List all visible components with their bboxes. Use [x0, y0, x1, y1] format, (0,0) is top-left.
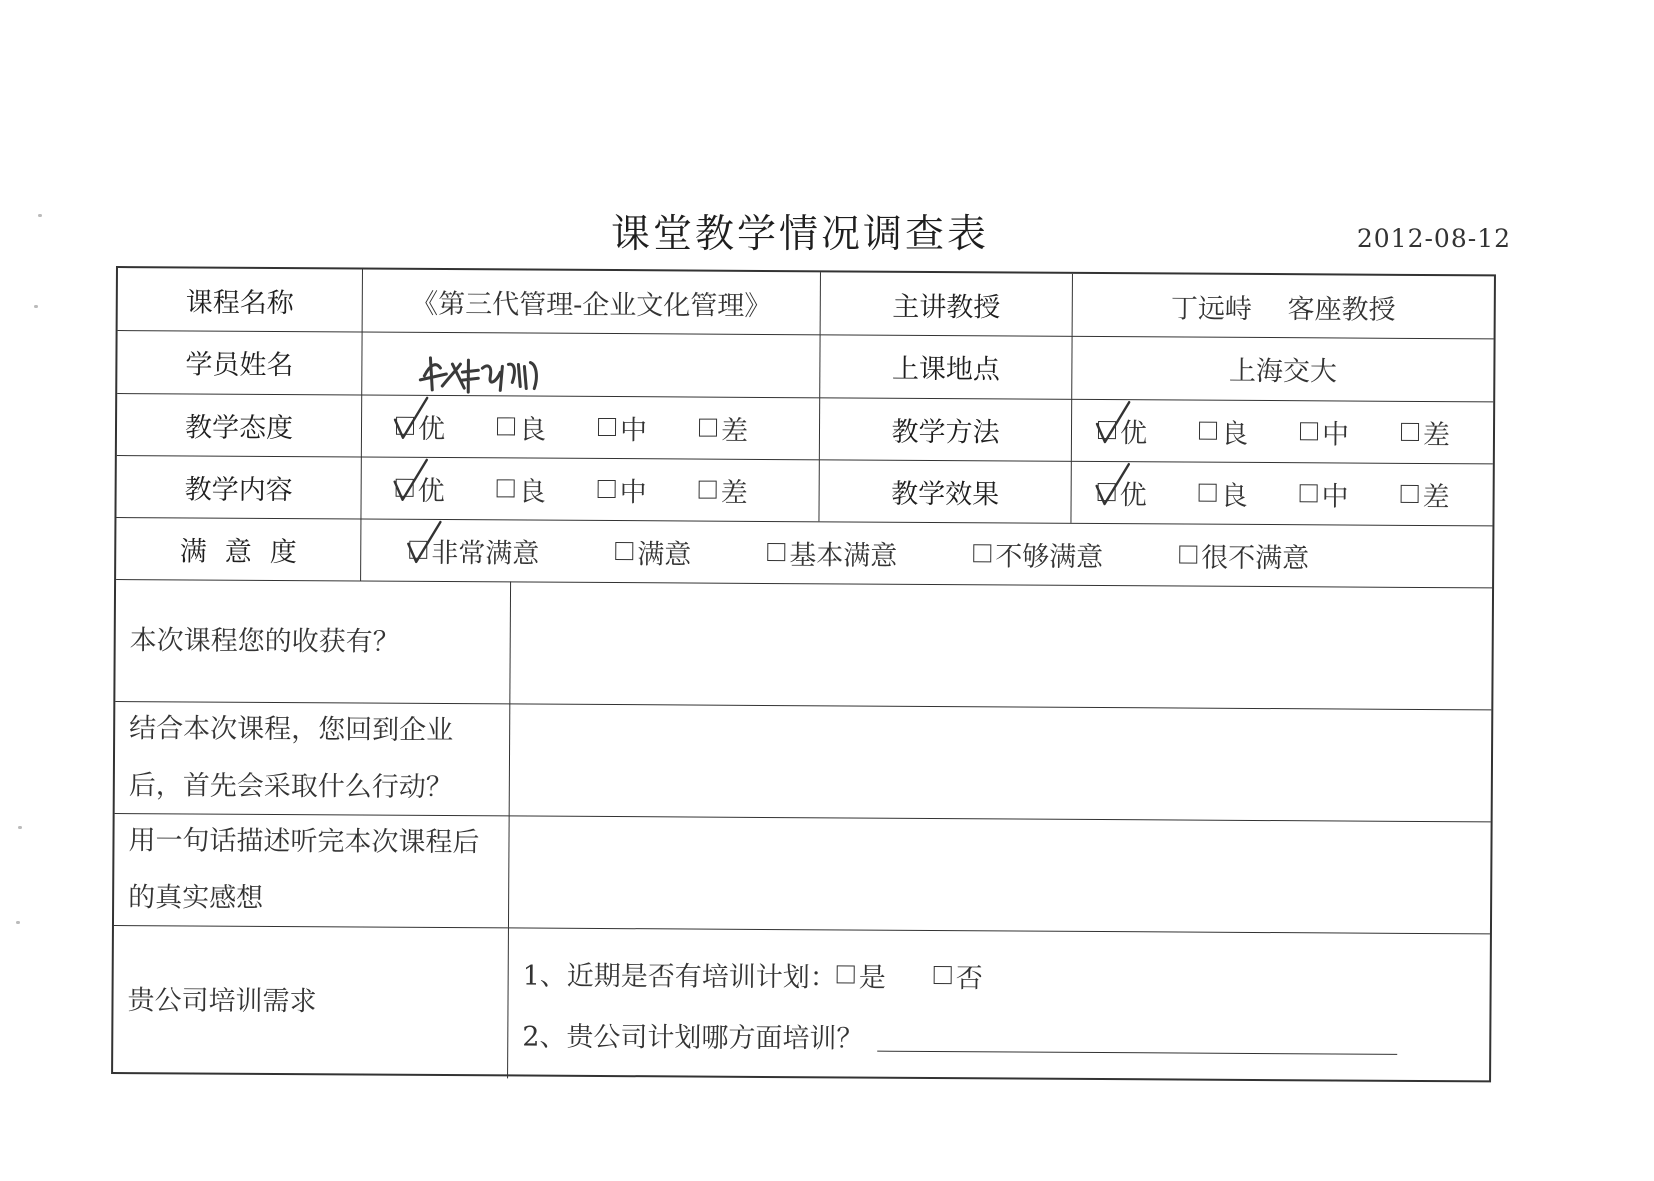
scan-speck [34, 305, 38, 308]
checked-checkbox[interactable] [1098, 483, 1116, 501]
training-plan-yes-option[interactable]: 是 [837, 955, 886, 994]
row-content [116, 455, 1492, 526]
satisfaction-option-label: 不够满意 [995, 540, 1104, 573]
satisfaction-option[interactable] [767, 532, 897, 572]
method-option-label: 良 [1220, 418, 1249, 450]
effect-option[interactable] [1199, 473, 1248, 512]
satisfaction-option-label: 很不满意 [1201, 542, 1310, 574]
question-action-label: 结合本次课程，您回到企业后，首先会采取什么行动？ [128, 713, 454, 804]
effect-option-label: 中 [1321, 480, 1349, 513]
method-label: 教学方法 [819, 397, 1071, 461]
checked-checkbox[interactable] [396, 479, 414, 497]
method-option[interactable] [1401, 412, 1450, 451]
form-title: 课堂教学情况调查表 [610, 212, 989, 257]
content-option-label: 中 [619, 476, 647, 508]
method-option-label: 差 [1422, 419, 1451, 451]
training-area-question [522, 1014, 1397, 1058]
effect-option-label: 差 [1422, 481, 1450, 513]
satisfaction-option[interactable] [1179, 535, 1309, 575]
training-plan-question-text: 1、近期是否有培训计划： [522, 959, 837, 993]
question-feeling-label: 用一句话描述听完本次课程后的真实感想 [128, 825, 480, 914]
content-option[interactable] [598, 469, 647, 508]
row-question-gain [115, 579, 1492, 710]
row-training-needs [113, 925, 1490, 1084]
row-attitude [117, 393, 1493, 464]
checkbox[interactable] [767, 543, 785, 561]
checkbox[interactable] [837, 965, 855, 983]
checkbox[interactable] [1300, 422, 1318, 440]
satisfaction-options [360, 518, 1492, 587]
checkbox[interactable] [699, 481, 717, 499]
row-course [118, 268, 1494, 339]
effect-option-label: 良 [1220, 480, 1248, 512]
attitude-option[interactable] [396, 406, 445, 445]
method-option[interactable] [1199, 411, 1248, 450]
location-label: 上课地点 [819, 334, 1071, 399]
method-option-label: 优 [1119, 417, 1148, 449]
training-plan-no-option[interactable]: 否 [934, 956, 983, 995]
attitude-option-label: 良 [518, 413, 547, 446]
satisfaction-option[interactable] [409, 530, 539, 570]
row-question-action [115, 701, 1492, 822]
location-value[interactable]: 上海交大 [1071, 336, 1493, 402]
survey-table [111, 266, 1496, 1082]
row-question-feeling [114, 813, 1491, 934]
attitude-label: 教学态度 [184, 411, 294, 444]
checkbox[interactable] [1300, 484, 1318, 502]
satisfaction-option[interactable] [615, 532, 691, 571]
content-option[interactable] [497, 469, 546, 508]
question-action-answer[interactable] [509, 703, 1492, 821]
content-option-label: 优 [417, 475, 445, 507]
course-name-value[interactable]: 《第三代管理-企业文化管理》 [362, 270, 820, 335]
checkbox[interactable] [699, 419, 717, 437]
attitude-option-label: 中 [619, 414, 648, 446]
effect-option[interactable] [1098, 473, 1147, 512]
training-area-answer-line[interactable] [877, 1020, 1397, 1054]
method-option[interactable] [1098, 411, 1147, 450]
lecturer-value[interactable]: 丁远峙 客座教授 [1072, 274, 1494, 339]
checkbox[interactable] [1401, 485, 1419, 503]
effect-option[interactable] [1300, 474, 1349, 513]
attitude-option[interactable] [598, 407, 647, 446]
training-needs-answers [507, 927, 1490, 1084]
scan-speck [18, 826, 22, 829]
method-option-label: 中 [1321, 418, 1350, 451]
effect-option[interactable] [1401, 474, 1450, 513]
student-signature [416, 346, 576, 399]
checked-checkbox[interactable] [1098, 421, 1116, 439]
effect-option-label: 优 [1119, 479, 1147, 511]
satisfaction-option-label: 基本满意 [789, 539, 898, 572]
student-name-label: 学员姓名 [185, 349, 294, 382]
satisfaction-option[interactable] [973, 534, 1103, 574]
content-option[interactable] [699, 470, 748, 509]
row-satisfaction [116, 517, 1492, 588]
checkbox[interactable] [1199, 484, 1217, 502]
training-plan-question [523, 953, 983, 995]
content-option-label: 良 [518, 475, 546, 508]
checkbox[interactable] [1401, 423, 1419, 441]
checkbox[interactable] [1179, 546, 1197, 564]
question-feeling-answer[interactable] [508, 815, 1491, 933]
checkbox[interactable] [497, 479, 515, 497]
attitude-option[interactable] [699, 408, 748, 447]
attitude-option-label: 差 [720, 415, 749, 447]
course-name-label: 课程名称 [185, 286, 294, 319]
checkbox[interactable] [497, 417, 515, 435]
question-gain-label: 本次课程您的收获有？ [129, 624, 400, 658]
satisfaction-option-label: 非常满意 [431, 537, 540, 570]
effect-label: 教学效果 [818, 459, 1070, 523]
checked-checkbox[interactable] [409, 541, 427, 559]
attitude-options [361, 395, 819, 460]
row-student [117, 330, 1493, 402]
checked-checkbox[interactable] [396, 417, 414, 435]
checkbox[interactable] [598, 418, 616, 436]
attitude-option[interactable] [497, 407, 546, 446]
satisfaction-option-label: 满意 [637, 538, 692, 571]
content-options [360, 456, 818, 521]
question-gain-answer[interactable] [509, 581, 1492, 709]
form-date: 2012-08-12 [1356, 224, 1511, 253]
student-name-field[interactable] [361, 332, 819, 398]
checkbox[interactable] [973, 544, 991, 562]
effect-options [1070, 461, 1492, 526]
scan-speck [16, 921, 20, 924]
training-area-question-text: 2、贵公司计划哪方面培训？ [522, 1020, 864, 1055]
checkbox[interactable] [1199, 422, 1217, 440]
method-options [1071, 399, 1493, 464]
attitude-option-label: 优 [417, 413, 446, 445]
satisfaction-label: 满意度 [179, 535, 315, 568]
content-label: 教学内容 [184, 473, 293, 506]
checkbox[interactable] [598, 480, 616, 498]
checkbox[interactable] [615, 542, 633, 560]
content-option-label: 差 [720, 477, 748, 509]
lecturer-label: 主讲教授 [820, 272, 1072, 336]
checkbox[interactable] [934, 966, 952, 984]
training-needs-label: 贵公司培训需求 [127, 985, 317, 1018]
method-option[interactable] [1300, 412, 1349, 451]
content-option[interactable] [396, 468, 445, 507]
